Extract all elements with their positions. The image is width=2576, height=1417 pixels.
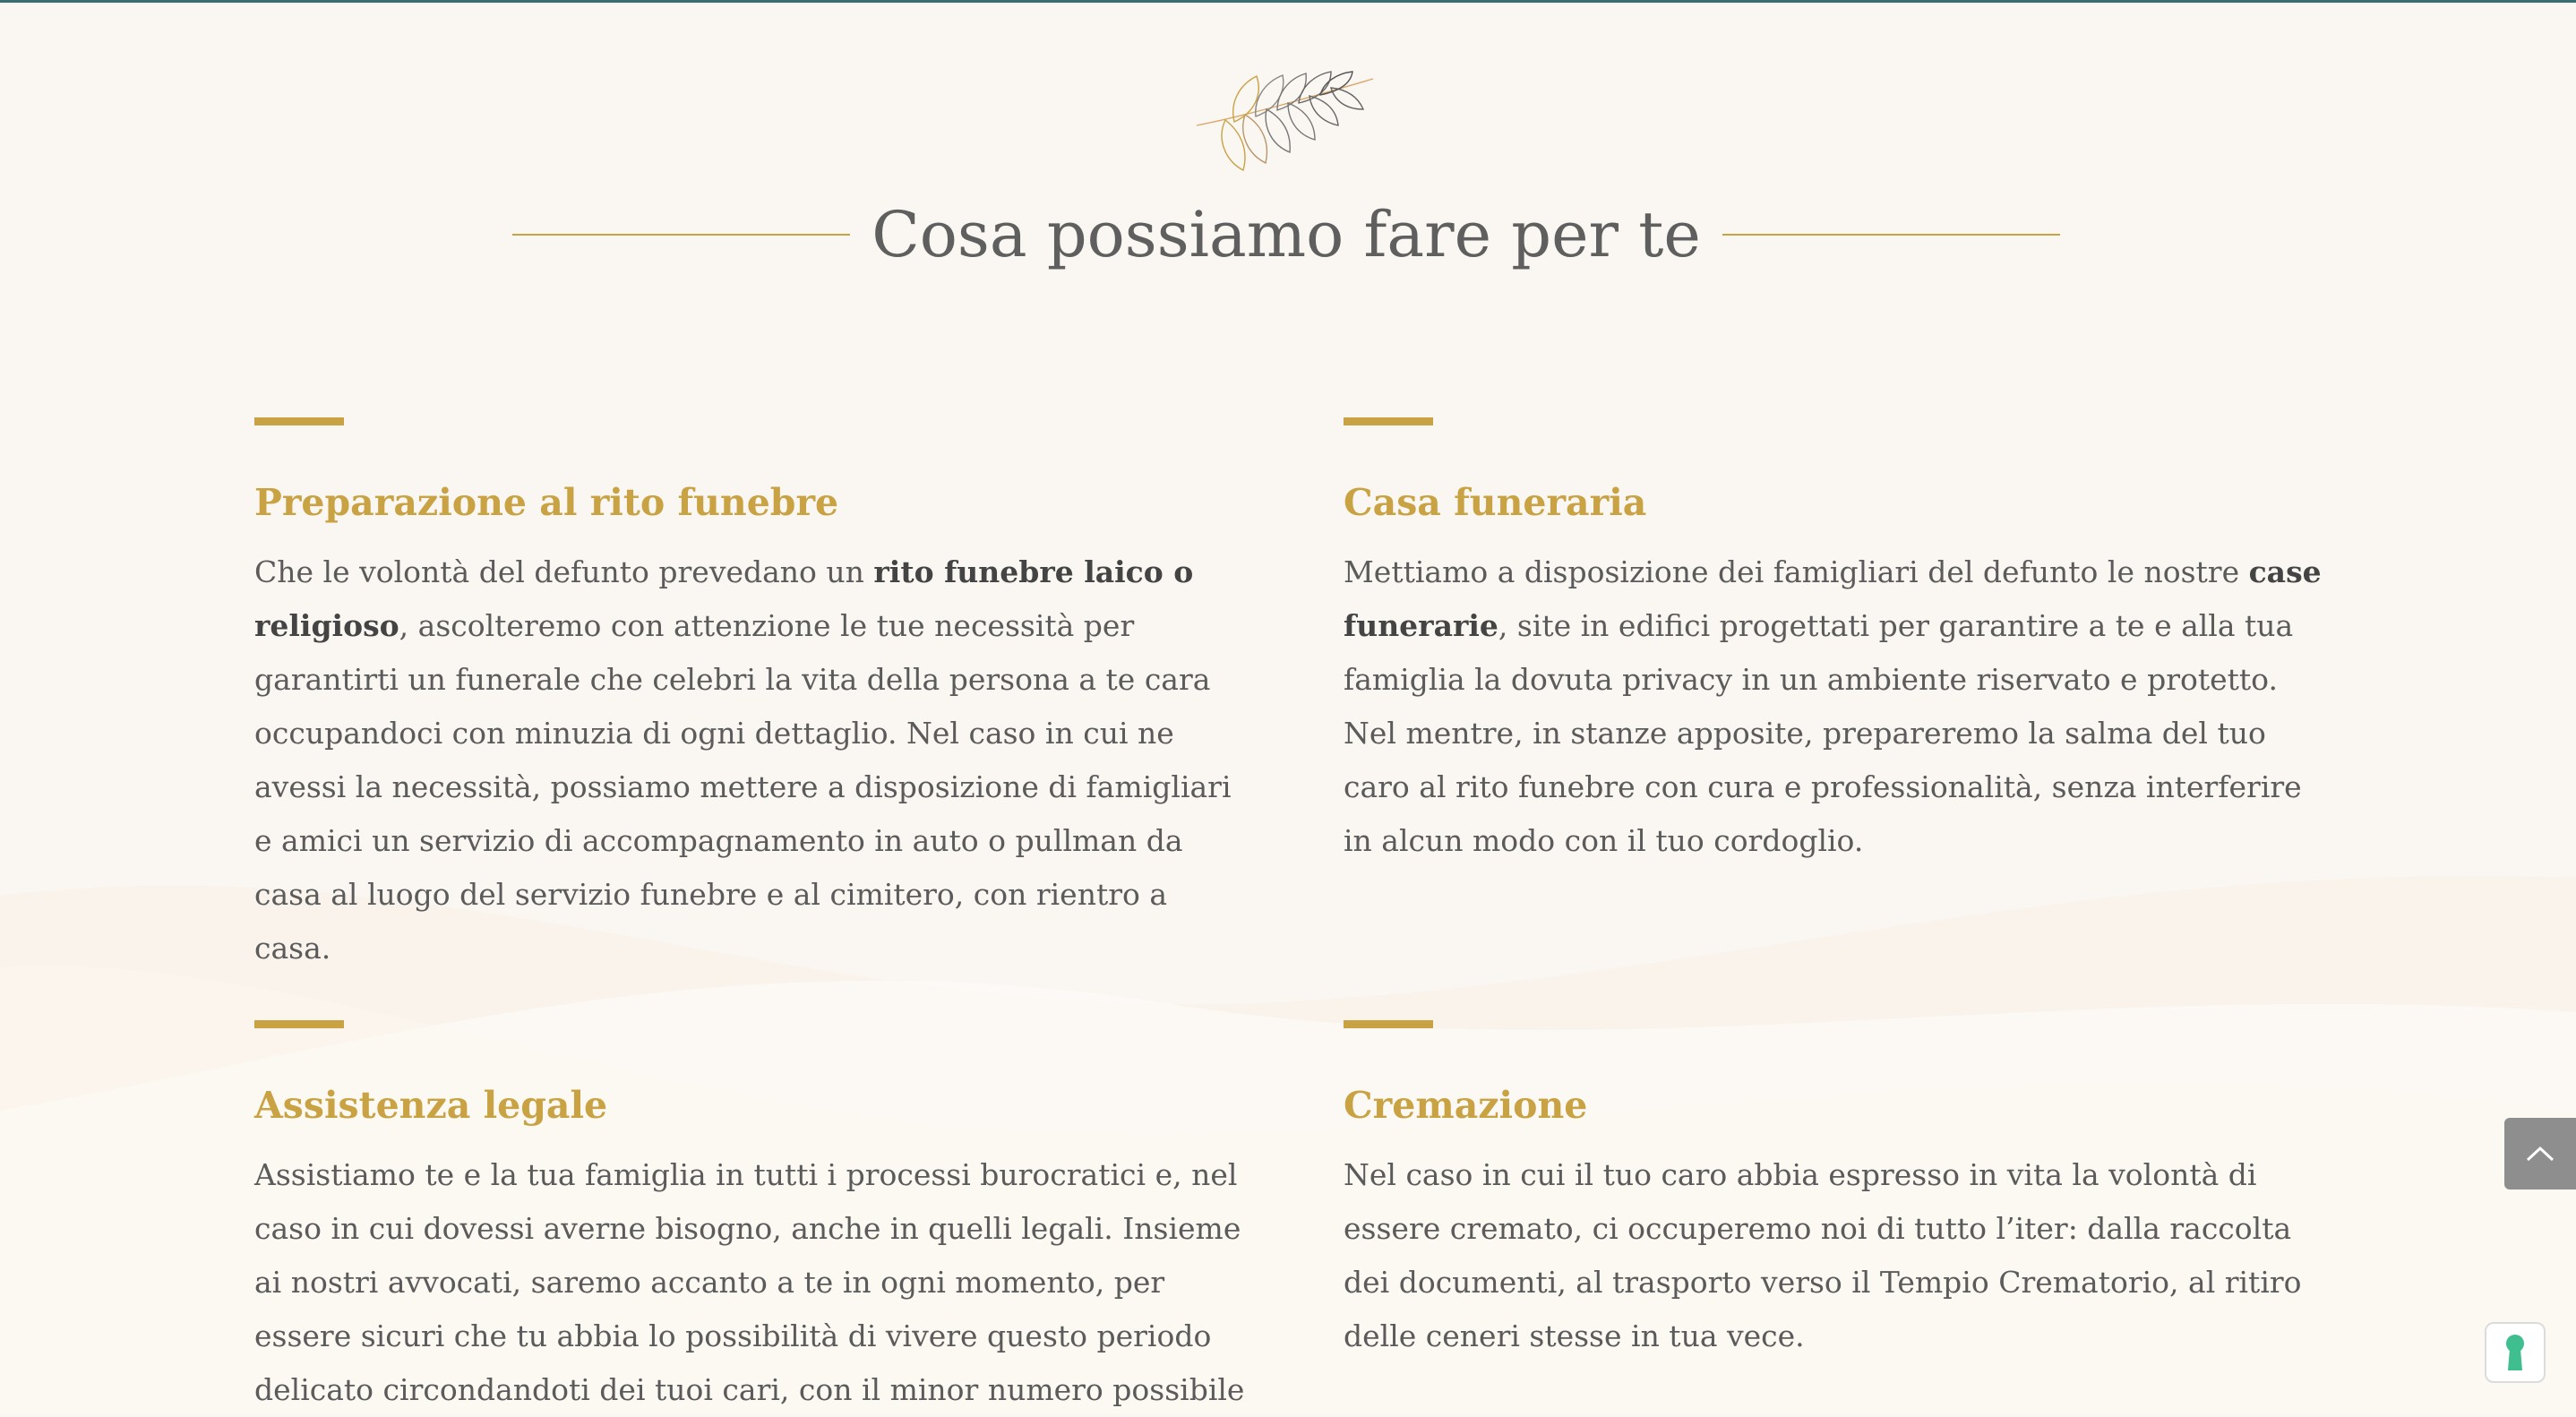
card-accent-bar [1344,417,1433,425]
card-accent-bar [254,417,344,425]
card-text-part: Assistiamo te e la tua famiglia in tutti i processi burocratici e, nel caso in cui dovessi averne bisogno, anche in quelli legali. Insieme ai nostri avvocati, saremo accanto a te in ogni momento, per essere sicuri che tu abbia lo possibilità di vivere questo periodo delicato circondandoti dei tuoi cari, con il minor numero possibile [254,1157,1245,1407]
card-title: Casa funeraria [1344,481,1647,524]
card-text-bold: case funerarie [1344,554,2322,643]
service-card-cremazione [1344,1020,2338,1363]
card-text-part: , ascolteremo con attenzione le tue necessità per garantirti un funerale che celebri la vita della persona a te cara occupandoci con minuzia di ogni dettaglio. Nel caso in cui ne avessi la necessità, possiamo mettere a disposizione di famigliari e amici un servizio di accompagnamento in auto o pullman da casa al luogo del servizio funebre e al cimitero, con rientro a casa. [254,608,1232,966]
card-title: Assistenza legale [254,1084,608,1127]
keyhole-icon [2503,1333,2527,1372]
card-title: Preparazione al rito funebre [254,481,839,524]
card-text [254,545,1249,975]
title-divider-right [1722,234,2060,236]
card-title: Cremazione [1344,1084,1588,1127]
card-text [1344,1148,2338,1363]
service-card-rito-funebre [254,417,1249,975]
service-card-casa-funeraria [1344,417,2338,868]
cookie-settings-button[interactable] [2485,1322,2546,1383]
service-card-assistenza-legale [254,1020,1249,1417]
card-accent-bar [254,1020,344,1028]
scroll-to-top-button[interactable] [2504,1118,2576,1189]
section-title: Cosa possiamo fare per te [872,198,1701,271]
card-accent-bar [1344,1020,1433,1028]
card-text [254,1148,1249,1417]
card-text-part: Nel caso in cui il tuo caro abbia espresso in vita la volontà di essere cremato, ci occuperemo noi di tutto l’iter: dalla raccolta dei documenti, al trasporto verso il Tempio Crematorio, al ritiro delle ceneri stesse in tua vece. [1344,1157,2302,1353]
card-text [1344,545,2338,868]
olive-branch-icon [1189,63,1378,179]
card-text-part: Mettiamo a disposizione dei famigliari del defunto le nostre [1344,554,2249,589]
card-text-bold: rito funebre laico o religioso [254,554,1194,643]
chevron-up-icon [2525,1145,2555,1163]
card-text-part: , site in edifici progettati per garantire a te e alla tua famiglia la dovuta privacy in un ambiente riservato e protetto. Nel mentre, in stanze apposite, prepareremo la salma del tuo caro al rito funebre con cura e professionalità, senza interferire in alcun modo con il tuo cordoglio. [1344,608,2302,858]
title-divider-left [512,234,850,236]
card-text-part: Che le volontà del defunto prevedano un [254,554,874,589]
section-header [512,188,2060,281]
